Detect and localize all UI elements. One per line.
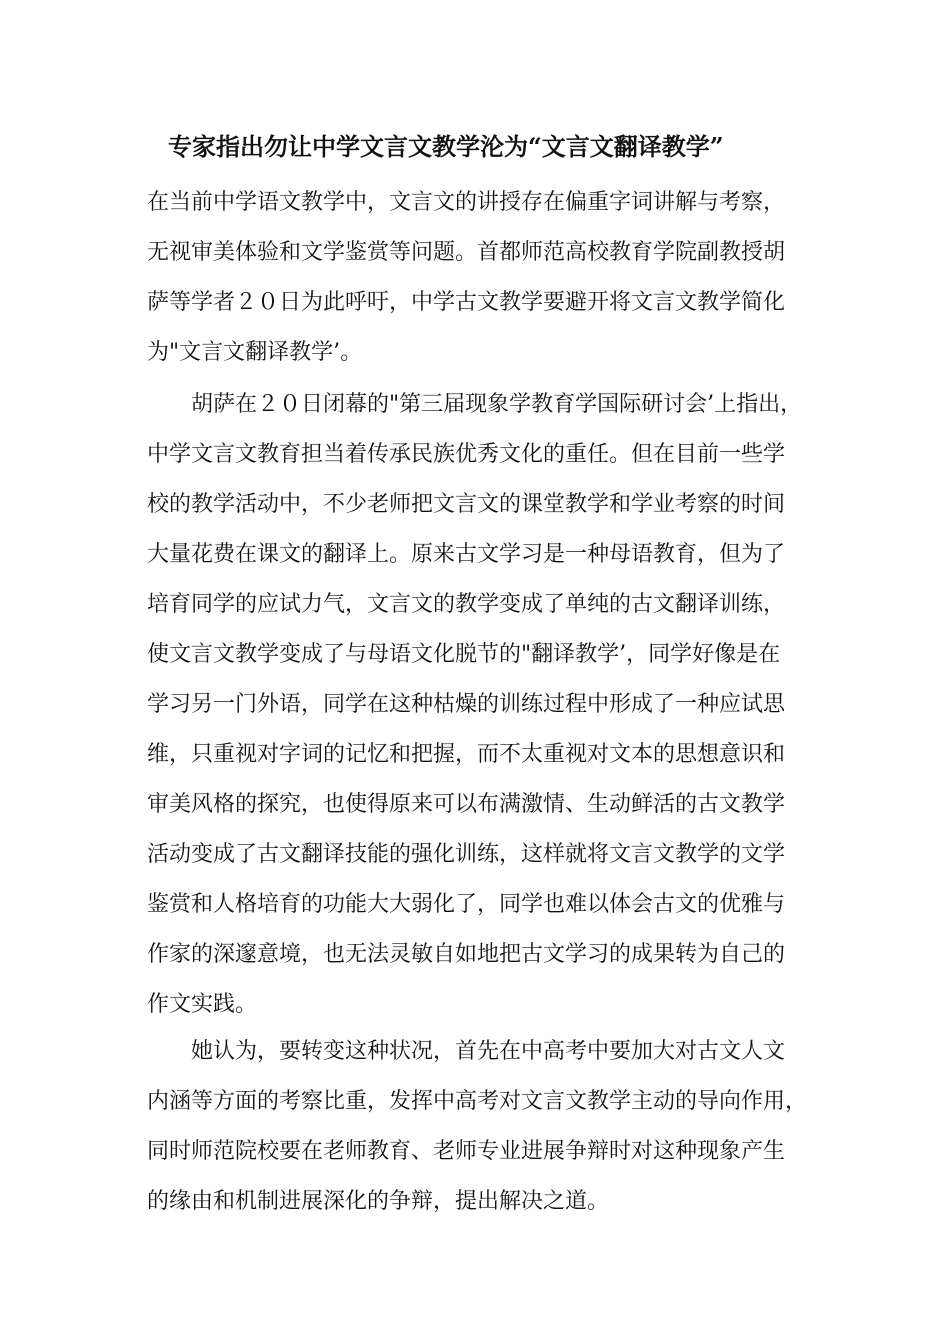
document-title: 专家指出勿让中学文言文教学沦为“文言文翻译教学” xyxy=(168,132,724,161)
paragraph-line: 在当前中学语文教学中，文言文的讲授存在偏重字词讲解与考察， xyxy=(147,190,786,215)
paragraph-line: 同时师范院校要在老师教育、老师专业进展争辩时对这种现象产生 xyxy=(147,1139,786,1164)
paragraph-line: 校的教学活动中，不少老师把文言文的课堂教学和学业考察的时间 xyxy=(147,492,786,517)
paragraph-line: 无视审美体验和文学鉴赏等问题。首都师范高校教育学院副教授胡 xyxy=(147,240,786,265)
paragraph-line: 萨等学者２０日为此呼吁，中学古文教学要避开将文言文教学简化 xyxy=(147,290,786,315)
paragraph-line: 活动变成了古文翻译技能的强化训练，这样就将文言文教学的文学 xyxy=(147,842,786,867)
paragraph-line: 审美风格的探究，也使得原来可以布满激情、生动鲜活的古文教学 xyxy=(147,792,786,817)
paragraph-line: 作家的深邃意境，也无法灵敏自如地把古文学习的成果转为自己的 xyxy=(147,942,786,967)
paragraph-line: 她认为，要转变这种状况，首先在中高考中要加大对古文人文 xyxy=(191,1039,786,1064)
paragraph-3 xyxy=(147,1027,827,1227)
paragraph-line: 胡萨在２０日闭幕的"第三届现象学教育学国际研讨会’上指出， xyxy=(191,392,803,417)
paragraph-1 xyxy=(147,178,827,378)
paragraph-line: 中学文言文教育担当着传承民族优秀文化的重任。但在目前一些学 xyxy=(147,442,786,467)
paragraph-line: 为"文言文翻译教学’。 xyxy=(147,340,363,365)
paragraph-line: 作文实践。 xyxy=(147,992,258,1017)
paragraph-line: 的缘由和机制进展深化的争辩，提出解决之道。 xyxy=(147,1189,610,1214)
paragraph-line: 鉴赏和人格培育的功能大大弱化了，同学也难以体会古文的优雅与 xyxy=(147,892,786,917)
paragraph-2 xyxy=(147,380,827,1030)
paragraph-line: 培育同学的应试力气，文言文的教学变成了单纯的古文翻译训练， xyxy=(147,592,786,617)
paragraph-line: 内涵等方面的考察比重，发挥中高考对文言文教学主动的导向作用， xyxy=(147,1089,808,1114)
paragraph-line: 大量花费在课文的翻译上。原来古文学习是一种母语教育，但为了 xyxy=(147,542,786,567)
paragraph-line: 使文言文教学变成了与母语文化脱节的"翻译教学’，同学好像是在 xyxy=(147,642,781,667)
paragraph-line: 维，只重视对字词的记忆和把握，而不太重视对文本的思想意识和 xyxy=(147,742,786,767)
paragraph-line: 学习另一门外语，同学在这种枯燥的训练过程中形成了一种应试思 xyxy=(147,692,786,717)
